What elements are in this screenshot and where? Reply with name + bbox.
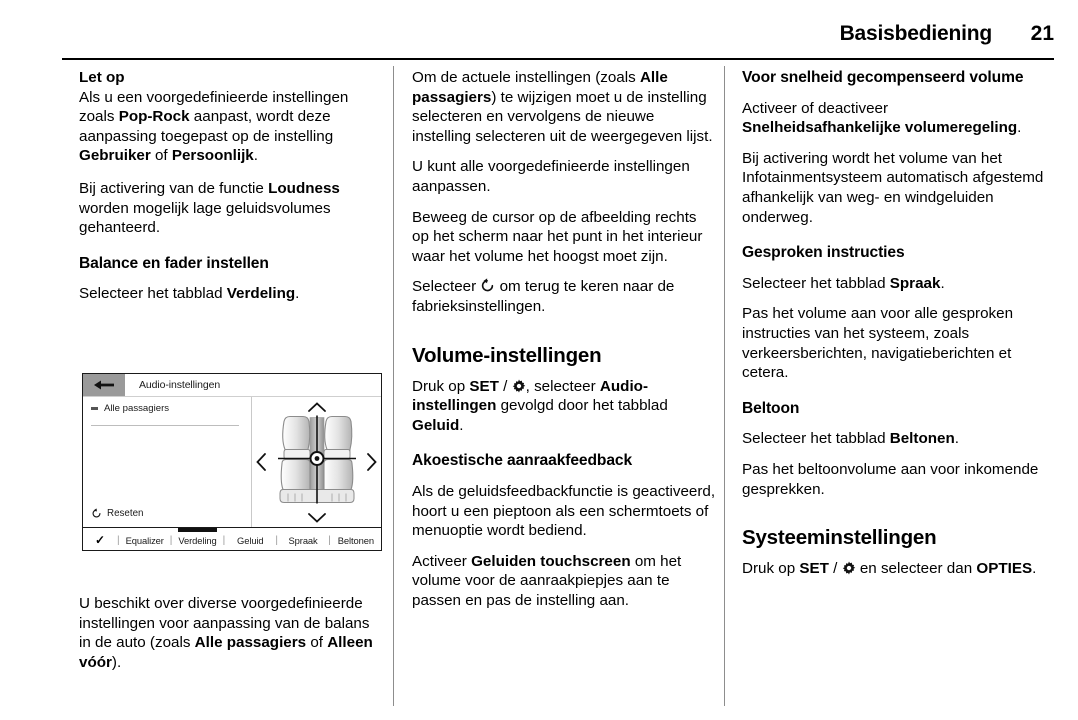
- tab-separator: |: [117, 534, 120, 546]
- page-header: [62, 22, 1054, 62]
- reset-text-pre: Selecteer: [412, 278, 481, 296]
- system-bold-set: SET: [799, 560, 829, 578]
- spraak-text-pre: Selecteer het tabblad: [742, 274, 890, 292]
- caption-text-mid: of: [306, 634, 328, 652]
- change-text-post: ) te wijzigen moet u de instelling selecteren en vervolgens de nieuwe instelling selecteren uit de weergegeven lijst.: [412, 88, 713, 145]
- paragraph-loudness: [79, 179, 383, 238]
- spraak-text-post: .: [940, 274, 945, 292]
- reset-button[interactable]: [91, 508, 144, 519]
- column-divider-2: [724, 66, 725, 706]
- screen-top-bar: [83, 374, 381, 397]
- volume-slash: /: [498, 377, 512, 395]
- caption-paragraph: [79, 594, 385, 672]
- spraak-bold: Spraak: [889, 274, 941, 292]
- verdeling-bold: Verdeling: [226, 285, 296, 303]
- touch-bold-geluiden-touchscreen: Geluiden touchscreen: [471, 552, 631, 570]
- beltonen-text-post: .: [954, 430, 959, 448]
- screen-body: [83, 397, 381, 527]
- paragraph-select-tab-verdeling: [79, 284, 383, 304]
- heading-volume-instellingen: Volume-instellingen: [412, 343, 602, 367]
- note-bold-pop-rock: Pop-Rock: [118, 108, 190, 126]
- volume-text-pre: Druk op: [412, 377, 470, 395]
- page-title: Basisbediening: [839, 22, 992, 45]
- tab-separator: |: [275, 534, 278, 546]
- touch-text-post: om het volume voor de aanraakpiepjes aan te passen en pas de instelling aan.: [412, 552, 682, 609]
- paragraph-touchscreen-sounds: [412, 552, 716, 611]
- note-bold-gebruiker: Gebruiker: [79, 147, 151, 165]
- tab-beltonen[interactable]: Beltonen: [337, 534, 374, 546]
- paragraph-system-path: [742, 559, 1046, 579]
- tab-verdeling[interactable]: Verdeling: [172, 535, 222, 546]
- system-slash: /: [828, 560, 842, 578]
- paragraph-reset-factory: [412, 277, 716, 316]
- list-item-label: Alle passagiers: [104, 403, 170, 414]
- paragraph-adjust-presets: U kunt alle voorgedefinieerde instellingen aanpassen.: [412, 158, 690, 195]
- column-divider-1: [393, 66, 394, 706]
- paragraph-spoken-description: Pas het volume aan voor alle gesproken instructies van het systeem, zoals verkeersberichten, navigatieberichten et cetera.: [742, 305, 1014, 382]
- beltonen-text-pre: Selecteer het tabblad: [742, 430, 890, 448]
- reset-label: Reseten: [107, 508, 144, 519]
- paragraph-move-cursor: Beweeg de cursor op de afbeelding rechts op het scherm naar het punt in het interieur waar het volume het hoogst moet zijn.: [412, 208, 703, 265]
- note-text-1: Als u een voorgedefinieerde instellingen zoals: [79, 88, 349, 126]
- volume-text-mid: , selecteer: [525, 377, 600, 395]
- gear-icon: [842, 561, 856, 575]
- page-number: 21: [1030, 22, 1054, 45]
- car-seats-balance-icon: [274, 412, 360, 513]
- figure-caption: [79, 594, 385, 683]
- note-body: [79, 88, 383, 166]
- volume-bold-audio-instellingen: Audio-instellingen: [412, 377, 648, 415]
- chevron-down-icon[interactable]: [308, 513, 326, 523]
- heading-akoestische-feedback: Akoestische aanraakfeedback: [412, 452, 633, 470]
- loudness-text-post: worden mogelijk lage geluidsvolumes gehanteerd.: [79, 199, 331, 237]
- beltonen-bold: Beltonen: [889, 430, 955, 448]
- chevron-up-icon[interactable]: [308, 402, 326, 412]
- caption-text-pre: U beschikt over diverse voorgedefinieerde instellingen voor aanpassing van de balans in de auto (zoals: [79, 595, 370, 652]
- loudness-bold: Loudness: [268, 179, 340, 197]
- verdeling-text-pre: Selecteer het tabblad: [79, 285, 227, 303]
- chevron-left-icon[interactable]: [256, 453, 266, 471]
- reset-text-post: om terug te keren naar de fabrieksinstellingen.: [412, 278, 675, 315]
- chevron-right-icon[interactable]: [367, 453, 377, 471]
- infotainment-screenshot-figure: [82, 373, 382, 551]
- note-bold-persoonlijk: Persoonlijk: [171, 147, 254, 165]
- heading-snelheid-volume: Voor snelheid gecompenseerd volume: [742, 69, 1024, 86]
- note-title: Let op: [79, 69, 125, 86]
- system-text-pre: Druk op: [742, 560, 800, 578]
- loudness-text-pre: Bij activering van de functie: [79, 179, 269, 197]
- verdeling-text-post: .: [295, 285, 300, 303]
- paragraph-select-tab-spraak: [742, 274, 1046, 294]
- paragraph-ringtone-description: Pas het beltoonvolume aan voor inkomende gesprekken.: [742, 460, 1039, 498]
- change-bold-alle-passagiers: Alle passagiers: [412, 69, 668, 106]
- checkmark-icon[interactable]: ✓: [94, 533, 106, 547]
- tab-geluid[interactable]: Geluid: [237, 534, 264, 546]
- heading-balance-fader: Balance en fader instellen: [79, 254, 269, 272]
- speed-text-pre: Activeer of deactiveer: [742, 99, 889, 117]
- tab-separator: |: [328, 534, 331, 546]
- caption-bold-alle-passagiers: Alle passagiers: [194, 634, 307, 652]
- system-bold-opties: OPTIES: [976, 560, 1033, 578]
- column-3: [742, 68, 1046, 590]
- touch-text-pre: Activeer: [412, 552, 472, 570]
- paragraph-change-settings: [412, 68, 716, 146]
- screen-settings-list: [83, 397, 252, 527]
- heading-gesproken-instructies: Gesproken instructies: [742, 244, 905, 262]
- note-block: [79, 68, 383, 166]
- note-text-3: of: [150, 147, 172, 165]
- volume-bold-geluid: Geluid: [412, 416, 460, 434]
- paragraph-feedback: Als de geluidsfeedbackfunctie is geactiveerd, hoort u een pieptoon als een schermtoets of menuoptie wordt bediend.: [412, 482, 716, 540]
- system-text-mid: en selecteer dan: [855, 560, 977, 578]
- header-divider: [62, 58, 1054, 60]
- paragraph-speed-toggle: [742, 99, 1046, 138]
- caption-text-post: ).: [111, 653, 122, 671]
- volume-bold-set: SET: [469, 377, 499, 395]
- tab-separator: |: [222, 534, 226, 546]
- back-arrow-icon[interactable]: [83, 374, 125, 396]
- change-text-pre: Om de actuele instellingen (zoals: [412, 69, 640, 86]
- volume-text-mid2: gevolgd door het tabblad: [496, 397, 668, 415]
- speed-bold-regeling: Snelheidsafhankelijke volumeregeling: [742, 119, 1018, 137]
- volume-text-post: .: [459, 416, 464, 434]
- screen-balance-pad[interactable]: [252, 397, 381, 527]
- screen-tab-bar: [83, 527, 381, 551]
- caption-bold-alleen-voor: Alleen vóór: [79, 634, 373, 671]
- list-divider: [91, 425, 239, 426]
- tab-separator: |: [169, 534, 173, 546]
- tab-spraak[interactable]: Spraak: [288, 534, 318, 546]
- heading-systeeminstellingen: Systeeminstellingen: [742, 526, 937, 550]
- column-1: [79, 68, 383, 315]
- list-item[interactable]: [83, 397, 251, 414]
- column-2: [412, 68, 716, 621]
- tab-equalizer[interactable]: Equalizer: [125, 534, 164, 546]
- paragraph-speed-description: Bij activering wordt het volume van het Infotainmentsysteem automatisch afgestemd afhankelijk van weg- en windgeluiden onderweg.: [742, 149, 1044, 226]
- reset-icon: [480, 278, 495, 293]
- note-text-2: aanpast, wordt deze aanpassing toegepast op de instelling: [79, 108, 334, 145]
- reset-icon: [91, 508, 102, 519]
- list-bullet-icon: [91, 407, 98, 410]
- paragraph-volume-path: [412, 377, 716, 436]
- heading-beltoon: Beltoon: [742, 399, 800, 417]
- note-text-4: .: [253, 147, 258, 165]
- screen-title: Audio-instellingen: [139, 379, 221, 391]
- paragraph-select-tab-beltonen: [742, 429, 1046, 449]
- speed-text-post: .: [1017, 119, 1022, 137]
- system-text-post: .: [1032, 560, 1037, 578]
- gear-icon: [512, 379, 526, 393]
